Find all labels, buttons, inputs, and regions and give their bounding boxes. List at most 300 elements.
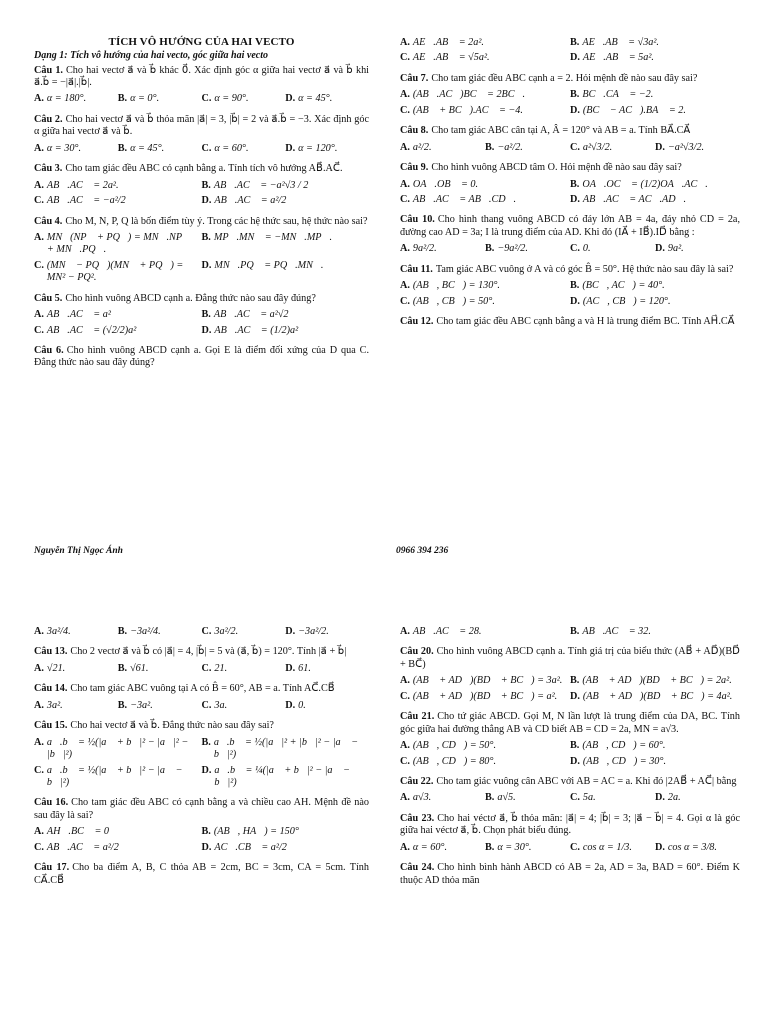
option-letter: A. — [400, 280, 410, 292]
answer-option — [400, 179, 570, 191]
answer-option — [34, 195, 202, 207]
answer-option — [202, 325, 370, 337]
question-stem — [400, 316, 740, 328]
question-number: Câu 12. — [400, 316, 434, 327]
answer-option — [570, 89, 740, 101]
question-text: Cho tam giác đều ABC cạnh a = 2. Hỏi mệnh đề nào sau đây sai? — [431, 72, 698, 84]
option-text: 21. — [214, 662, 228, 674]
answer-options — [34, 309, 369, 340]
option-letter: C. — [34, 764, 44, 776]
option-letter: A. — [34, 231, 44, 243]
question-text: Cho tam giác đều ABC cạnh bằng a và H là trung điểm BC. Tính AH⃗.CA⃗ — [436, 316, 735, 327]
option-letter: D. — [655, 792, 665, 804]
question-stem — [34, 216, 369, 228]
answer-option — [570, 691, 740, 703]
answer-options — [400, 179, 740, 210]
option-letter: A. — [34, 826, 44, 838]
question-number: Câu 3. — [34, 163, 63, 175]
question-stem — [34, 797, 369, 822]
phone-number: 0966 394 236 — [396, 546, 449, 556]
option-text: (BC⃗ − AC⃗).BA⃗ = 2. — [582, 104, 686, 116]
option-letter: C. — [570, 243, 580, 255]
answer-options — [400, 280, 740, 311]
answer-option — [34, 232, 202, 257]
option-letter: B. — [201, 309, 211, 321]
page2-left-column — [34, 625, 369, 891]
option-letter: A. — [34, 736, 44, 748]
option-text: AB⃗.AC⃗ = AC⃗.AD⃗. — [582, 193, 687, 205]
option-text: AE⃗.AB⃗ = 2a². — [412, 37, 484, 48]
option-text: AE⃗.AB⃗ = √3a². — [582, 37, 659, 48]
option-letter: B. — [485, 243, 495, 255]
option-text: (AB⃗, CD⃗) = 80°. — [412, 755, 497, 767]
option-letter: D. — [201, 259, 212, 271]
option-letter: C. — [400, 193, 410, 205]
option-text: cos α = 1/3. — [582, 841, 632, 853]
option-letter: D. — [570, 104, 580, 116]
option-text: (AB⃗ + AD⃗)(BD⃗ + BC⃗) = 2a². — [582, 675, 732, 687]
sheet-page-1 — [0, 36, 768, 560]
question-number: Câu 17. — [34, 862, 70, 874]
option-letter: C. — [400, 755, 410, 767]
option-letter: B. — [485, 841, 495, 853]
option-text: BC⃗.CA⃗ = −2. — [582, 89, 654, 101]
answer-option — [202, 93, 286, 105]
question-stem — [34, 114, 369, 139]
option-text: (AB⃗, CB⃗) = 50°. — [412, 295, 495, 307]
option-letter: A. — [34, 626, 44, 637]
question-number: Câu 15. — [34, 720, 68, 732]
question-stem — [400, 162, 740, 174]
answer-option — [400, 280, 570, 292]
option-text: MN⃗(NP⃗ + PQ⃗) = MN⃗.NP⃗ + MN⃗.PQ⃗. — [46, 231, 190, 256]
question-number: Câu 8. — [400, 125, 429, 137]
answer-option — [34, 309, 202, 321]
option-letter: A. — [34, 309, 44, 321]
answer-option — [202, 143, 286, 155]
option-letter: A. — [400, 141, 410, 153]
answer-option — [400, 142, 485, 154]
option-letter: D. — [655, 141, 665, 153]
option-letter: C. — [400, 104, 410, 116]
question-number: Câu 7. — [400, 72, 429, 84]
option-text: α = 45°. — [130, 142, 165, 154]
question-stem — [400, 646, 740, 671]
answer-option — [34, 626, 118, 638]
answer-option — [485, 792, 570, 804]
answer-options — [400, 89, 740, 120]
question-number: Câu 9. — [400, 162, 429, 174]
option-text: (MN⃗ − PQ⃗)(MN⃗ + PQ⃗) = MN² − PQ². — [46, 259, 184, 284]
answer-option — [285, 700, 369, 712]
answer-option — [400, 37, 570, 49]
option-text: (AB⃗, CD⃗) = 50°. — [412, 740, 497, 752]
option-letter: B. — [570, 675, 580, 687]
answer-option — [285, 93, 369, 105]
option-letter: C. — [201, 662, 212, 674]
question-number: Câu 22. — [400, 775, 434, 787]
answer-option — [570, 243, 655, 255]
answer-options — [34, 826, 369, 857]
option-letter: D. — [285, 699, 296, 711]
option-letter: B. — [201, 736, 211, 748]
question-stem — [400, 125, 740, 137]
option-letter: B. — [570, 280, 580, 292]
option-letter: C. — [570, 792, 580, 804]
answer-option — [400, 842, 485, 854]
answer-option — [400, 89, 570, 101]
answer-option — [34, 700, 118, 712]
option-letter: B. — [117, 699, 128, 711]
question-stem — [34, 720, 369, 732]
option-text: a⃗.b⃗ = ½(|a⃗ + b⃗|² − |a⃗ − b⃗|²) — [46, 764, 183, 788]
question-stem — [34, 345, 369, 370]
option-text: (AC⃗, CB⃗) = 120°. — [582, 295, 671, 307]
answer-options — [34, 180, 369, 211]
question-stem — [34, 293, 369, 305]
answer-option — [400, 194, 570, 206]
option-letter: B. — [117, 142, 128, 154]
answer-option — [570, 179, 740, 191]
option-letter: B. — [117, 626, 128, 637]
question-text: Cho M, N, P, Q là bốn điểm tùy ý. Trong các hệ thức sau, hệ thức nào sai? — [65, 215, 368, 227]
option-text: AB⃗.AC⃗ = 2a². — [46, 179, 119, 191]
option-text: −a²√3/2. — [667, 141, 705, 153]
answer-option — [570, 675, 740, 687]
question-number: Câu 4. — [34, 215, 63, 227]
answer-option — [570, 105, 740, 117]
option-letter: C. — [201, 93, 212, 105]
question-text: Cho hai vectơ a⃗ và b⃗ thỏa mãn |a⃗| = 3, |b⃗| = 2 và a⃗.b⃗ = −3. Xác định góc α giữa hai vectơ a⃗ và b⃗. — [34, 113, 369, 138]
option-letter: B. — [485, 792, 495, 804]
question-stem — [400, 214, 740, 239]
option-text: AB⃗.AC⃗ = (1/2)a² — [214, 324, 299, 336]
option-text: (AB⃗, CD⃗) = 60°. — [582, 740, 666, 752]
option-text: 3a². — [46, 699, 63, 711]
question-stem — [34, 862, 369, 887]
option-letter: A. — [400, 841, 410, 853]
answer-option — [655, 243, 740, 255]
answer-option — [570, 37, 740, 49]
option-text: 3a²/2. — [214, 626, 239, 637]
question-stem — [34, 646, 369, 658]
option-letter: A. — [34, 142, 44, 154]
question-text: Cho tam giác ABC cân tại A, Â = 120° và AB = a. Tính BA⃗.CA⃗ — [431, 125, 691, 137]
option-letter: A. — [400, 178, 410, 190]
question-stem — [400, 776, 740, 788]
option-text: −3a². — [130, 699, 153, 711]
option-text: (BC⃗, AC⃗) = 40°. — [582, 280, 665, 292]
option-letter: A. — [400, 675, 410, 687]
question-number: Câu 16. — [34, 797, 69, 809]
answer-options — [34, 143, 369, 158]
answer-option — [118, 93, 202, 105]
answer-option — [655, 142, 740, 154]
option-letter: D. — [201, 841, 212, 853]
question-number: Câu 10. — [400, 214, 435, 226]
question-number: Câu 11. — [400, 263, 433, 275]
answer-option — [34, 842, 202, 854]
question-text: Cho tam giác đều ABC có cạnh bằng a. Tính tích vô hướng AB⃗.AC⃗. — [65, 163, 343, 175]
question-stem — [34, 683, 369, 695]
answer-option — [34, 260, 202, 285]
answer-options — [400, 740, 740, 771]
worksheet-title: TÍCH VÔ HƯỚNG CỦA HAI VECTO — [108, 36, 295, 48]
question-text: Cho hình vuông ABCD cạnh a. Tính giá trị của biểu thức (AB⃗ + AD⃗)(BD⃗ + BC⃗) — [400, 646, 740, 670]
question-number: Câu 20. — [400, 646, 434, 658]
option-letter: D. — [655, 841, 665, 853]
sheet-page-2 — [0, 625, 768, 1024]
answer-option — [485, 842, 570, 854]
answer-option — [202, 765, 370, 790]
answer-option — [34, 143, 118, 155]
answer-option — [400, 105, 570, 117]
question-stem — [34, 163, 369, 175]
answer-option — [118, 700, 202, 712]
option-letter: A. — [400, 626, 410, 637]
answer-option — [34, 180, 202, 192]
answer-options — [34, 663, 369, 678]
question-text: Cho hình vuông ABCD tâm O. Hỏi mệnh đề nào sau đây sai? — [431, 162, 682, 174]
option-text: α = 60°. — [214, 142, 249, 154]
option-letter: B. — [570, 178, 580, 190]
question-number: Câu 6. — [34, 345, 64, 357]
option-letter: A. — [34, 93, 44, 105]
question-text: Tam giác ABC vuông ở A và có góc B̂ = 50°. Hệ thức nào sau đây là sai? — [435, 263, 734, 275]
option-text: 0. — [298, 699, 306, 711]
option-text: 9a²/2. — [412, 243, 437, 255]
answer-option — [570, 296, 740, 308]
option-text: AB⃗.AC⃗ = AB⃗.CD⃗. — [412, 193, 517, 205]
author-name: Nguyễn Thị Ngọc Ánh — [34, 546, 123, 556]
option-letter: C. — [400, 690, 410, 702]
question-stem — [34, 65, 369, 90]
option-letter: C. — [201, 626, 212, 637]
option-text: −a²/2. — [497, 141, 523, 153]
answer-option — [202, 700, 286, 712]
answer-option — [570, 626, 740, 638]
option-text: a⃗.b⃗ = ½(|a⃗ + b⃗|² − |a⃗|² − |b⃗|²) — [46, 736, 189, 761]
answer-option — [34, 325, 202, 337]
question-number: Câu 5. — [34, 292, 63, 304]
option-letter: D. — [201, 764, 212, 776]
option-text: AB⃗.AC⃗ = a² — [46, 309, 111, 321]
option-letter: C. — [201, 142, 212, 154]
option-letter: D. — [285, 142, 296, 154]
option-text: AC⃗.CB⃗ = a²/2 — [214, 841, 287, 853]
option-text: AB⃗.AC⃗ = a²/2 — [46, 841, 119, 853]
option-letter: C. — [570, 141, 580, 153]
answer-option — [34, 826, 202, 838]
answer-option — [400, 792, 485, 804]
option-text: −3a²/2. — [298, 626, 329, 637]
option-text: √21. — [46, 662, 66, 674]
option-text: MP⃗.MN⃗ = −MN⃗.MP⃗. — [213, 231, 333, 243]
option-text: −3a²/4. — [130, 626, 161, 637]
answer-option — [570, 194, 740, 206]
option-letter: B. — [570, 740, 580, 752]
answer-option — [34, 93, 118, 105]
option-text: 0. — [582, 243, 591, 255]
option-text: α = 90°. — [214, 93, 249, 105]
answer-option — [570, 792, 655, 804]
option-letter: A. — [400, 243, 410, 255]
option-text: (AB⃗, BC⃗) = 130°. — [412, 280, 500, 292]
question-stem — [400, 264, 740, 276]
answer-option — [570, 842, 655, 854]
question-stem — [400, 862, 740, 887]
page1-left-column — [34, 36, 369, 374]
answer-options — [34, 700, 369, 715]
option-text: √61. — [130, 662, 149, 674]
option-text: AB⃗.AC⃗ = −a²√3 / 2 — [213, 179, 309, 191]
option-text: AE⃗.AB⃗ = √5a². — [412, 52, 490, 64]
question-stem — [400, 73, 740, 85]
option-text: (AB⃗.AC⃗)BC⃗ = 2BC⃗. — [412, 89, 526, 101]
option-letter: D. — [570, 690, 580, 702]
option-text: a√3. — [412, 792, 432, 804]
answer-option — [400, 756, 570, 768]
question-text: Cho hình vuông ABCD cạnh a. Gọi E là điểm đối xứng của D qua C. Đẳng thức nào sau đây đúng? — [34, 345, 369, 369]
option-text: OA⃗.OB⃗ = 0. — [412, 178, 479, 190]
option-letter: B. — [570, 89, 580, 101]
worksheet-subtitle: Dạng 1: Tích vô hướng của hai vecto, góc giữa hai vecto — [34, 50, 268, 62]
option-letter: A. — [400, 37, 410, 48]
option-letter: C. — [34, 841, 44, 853]
answer-option — [202, 232, 370, 257]
answer-option — [285, 626, 369, 638]
option-text: AB⃗.AC⃗ = 28. — [412, 626, 482, 637]
answer-options — [400, 792, 740, 807]
option-text: OA⃗.OC⃗ = (1/2)OA⃗.AC⃗. — [582, 178, 708, 190]
answer-option — [400, 52, 570, 64]
option-text: MN⃗.PQ⃗ = PQ⃗.MN⃗. — [214, 259, 324, 271]
answer-options — [400, 142, 740, 157]
answer-option — [570, 280, 740, 292]
question-text: Cho hình thang vuông ABCD có đáy lớn AB = 4a, đáy nhỏ CD = 2a, đường cao AD = 3a; I là trung điểm của AD. Khi đó (IA⃗ + IB⃗).ID⃗ bằng : — [400, 214, 740, 238]
option-letter: B. — [201, 179, 211, 191]
answer-options — [400, 243, 740, 258]
option-text: cos α = 3/8. — [667, 841, 717, 853]
question-list — [400, 626, 740, 887]
answer-option — [655, 842, 740, 854]
answer-option — [202, 260, 370, 285]
option-text: (AB⃗ + AD⃗)(BD⃗ + BC⃗) = a². — [412, 690, 558, 702]
option-text: a²√3/2. — [582, 141, 613, 153]
option-text: α = 180°. — [46, 93, 87, 105]
option-letter: C. — [34, 195, 44, 207]
option-letter: D. — [570, 755, 580, 767]
answer-option — [400, 691, 570, 703]
option-text: AB⃗.AC⃗ = (√2/2)a² — [46, 324, 137, 336]
option-letter: D. — [570, 193, 580, 205]
option-letter: B. — [485, 141, 495, 153]
option-letter: D. — [285, 626, 296, 637]
option-text: AB⃗.AC⃗ = a²√2 — [213, 309, 289, 321]
option-letter: A. — [400, 740, 410, 752]
option-letter: D. — [285, 662, 296, 674]
option-letter: C. — [34, 324, 44, 336]
option-letter: A. — [34, 179, 44, 191]
option-text: (AB⃗, HA⃗) = 150° — [213, 826, 299, 838]
question-text: Cho tam giác đều ABC có cạnh bằng a và chiều cao AH. Mệnh đề nào sau đây là sai? — [34, 797, 369, 821]
question-text: Cho hai vectơ a⃗ và b⃗. Đẳng thức nào sau đây sai? — [70, 720, 274, 732]
option-letter: D. — [570, 295, 580, 307]
answer-options — [34, 232, 369, 288]
question-stem — [400, 813, 740, 838]
option-letter: C. — [570, 841, 580, 853]
question-list — [400, 37, 740, 328]
option-text: α = 30°. — [46, 142, 82, 154]
option-text: −9a²/2. — [497, 243, 528, 255]
answer-option — [400, 243, 485, 255]
answer-options — [34, 93, 369, 108]
answer-option — [202, 195, 370, 207]
question-text: Cho hình bình hành ABCD có AB = 2a, AD = 3a, BAD = 60°. Điểm K thuộc AD thỏa mãn — [400, 862, 740, 886]
option-text: AE⃗.AB⃗ = 5a². — [582, 52, 654, 64]
answer-option — [570, 142, 655, 154]
option-letter: A. — [400, 792, 410, 804]
option-letter: B. — [117, 662, 128, 674]
question-number: Câu 23. — [400, 812, 435, 824]
option-letter: B. — [117, 93, 128, 105]
option-text: a√5. — [497, 792, 516, 804]
answer-options — [34, 737, 369, 793]
question-text: Cho tam giác ABC vuông tại A có B̂ = 60°, AB = a. Tính AC⃗.CB⃗ — [70, 683, 335, 695]
option-text: (AB⃗ + AD⃗)(BD⃗ + BC⃗) = 4a². — [582, 690, 733, 702]
question-number: Câu 13. — [34, 646, 68, 658]
option-text: α = 0°. — [130, 93, 160, 105]
option-text: (AB⃗ + AD⃗)(BD⃗ + BC⃗) = 3a². — [412, 675, 563, 687]
answer-option — [202, 663, 286, 675]
question-text: Cho ba điểm A, B, C thỏa AB = 2cm, BC = 3cm, CA = 5cm. Tính CA⃗.CB⃗ — [34, 862, 369, 886]
answer-option — [202, 737, 370, 762]
answer-option — [655, 792, 740, 804]
question-text: Cho hai vectơ a⃗ và b⃗ khác 0⃗. Xác định góc α giữa hai vectơ a⃗ và b⃗ khi a⃗.b⃗ = −|a⃗|.|b⃗|. — [34, 64, 369, 89]
answer-option — [202, 626, 286, 638]
answer-option — [118, 626, 202, 638]
answer-option — [118, 663, 202, 675]
option-text: AB⃗.AC⃗ = a²/2 — [214, 195, 287, 207]
option-letter: D. — [570, 52, 580, 64]
answer-option — [202, 842, 370, 854]
question-number: Câu 24. — [400, 862, 435, 874]
question-text: Cho hình vuông ABCD cạnh a. Đẳng thức nào sau đây đúng? — [65, 292, 316, 304]
option-text: (AB⃗ + BC⃗).AC⃗ = −4. — [412, 104, 523, 116]
answer-option — [570, 740, 740, 752]
answer-option — [485, 142, 570, 154]
question-number: Câu 14. — [34, 683, 68, 695]
question-text: Cho hai véctơ a⃗, b⃗ thỏa mãn: |a⃗| = 4; |b⃗| = 3; |a⃗ − b⃗| = 4. Gọi α là góc giữa hai véctơ a⃗, b⃗. Chọn phát biểu đúng. — [400, 812, 740, 837]
option-letter: A. — [400, 89, 410, 101]
answer-options — [400, 626, 740, 641]
option-text: a⃗.b⃗ = ¼(|a⃗ + b⃗|² − |a⃗ − b⃗|²) — [214, 764, 350, 788]
question-text: Cho tam giác vuông cân ABC với AB = AC = a. Khi đó |2AB⃗ + AC⃗| bằng — [436, 775, 737, 787]
option-letter: D. — [201, 324, 212, 336]
option-text: (AB⃗, CD⃗) = 30°. — [582, 755, 667, 767]
option-text: 61. — [298, 662, 311, 674]
option-text: α = 45°. — [298, 93, 333, 105]
question-number: Câu 21. — [400, 711, 435, 723]
option-letter: D. — [655, 243, 665, 255]
option-text: 3a²/4. — [46, 626, 71, 637]
answer-option — [400, 740, 570, 752]
option-text: a²/2. — [412, 141, 432, 153]
option-text: α = 60°. — [412, 841, 448, 853]
question-list — [34, 65, 369, 370]
option-text: 2a. — [667, 792, 681, 804]
option-text: α = 120°. — [298, 142, 338, 154]
